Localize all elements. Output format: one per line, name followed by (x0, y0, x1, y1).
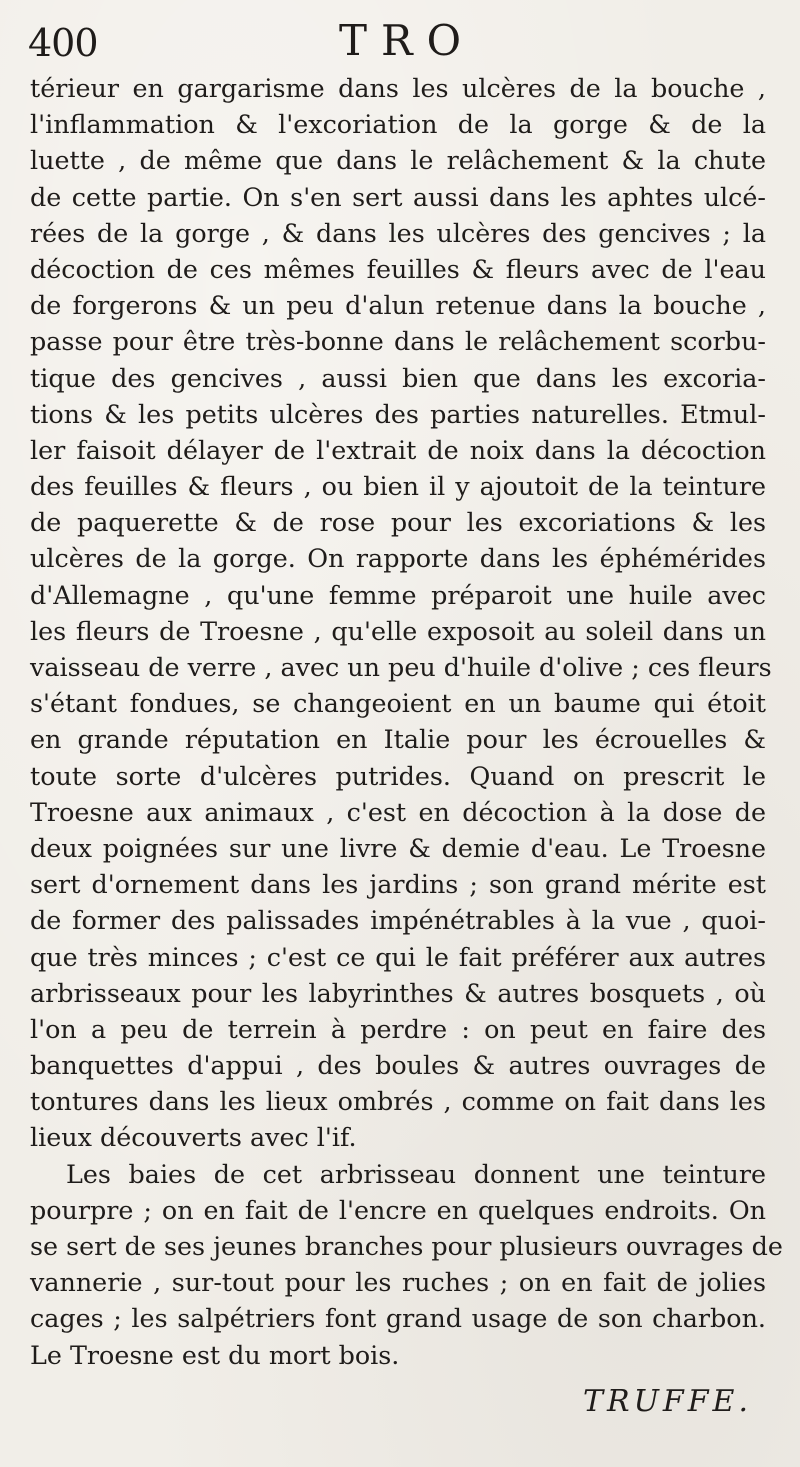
text-line: de paquerette & de rose pour les excoriations & les (30, 507, 766, 538)
text-line: sert d'ornement dans les jardins ; son grand mérite est (30, 869, 766, 900)
text-line: d'Allemagne , qu'une femme préparoit une huile avec (30, 579, 766, 610)
text-line: lieux découverts avec l'if. (30, 1122, 357, 1153)
text-line: se sert de ses jeunes branches pour plusieurs ouvrages de (30, 1231, 783, 1261)
text-line: ler faisoit délayer de l'extrait de noix dans la décoction (30, 434, 766, 465)
text-line: Le Troesne est du mort bois. (30, 1339, 400, 1370)
text-line: Les baies de cet arbrisseau donnent une teinture (66, 1158, 766, 1189)
text-line: de former des palissades impénétrables à la vue , quoi- (30, 905, 766, 936)
text-line: arbrisseaux pour les labyrinthes & autres bosquets , où (30, 977, 766, 1008)
body-text (30, 70, 783, 1373)
text-line: l'inflammation & l'excoriation de la gorge & de la (30, 109, 766, 140)
text-line: deux poignées sur une livre & demie d'eau. Le Troesne (30, 832, 766, 863)
text-line: en grande réputation en Italie pour les écrouelles & (30, 724, 766, 755)
text-line: cages ; les salpétriers font grand usage de son charbon. (30, 1303, 766, 1334)
text-line: banquettes d'appui , des boules & autres ouvrages de (30, 1050, 766, 1081)
text-line: que très minces ; c'est ce qui le fait préférer aux autres (30, 941, 766, 972)
text-line: luette , de même que dans le relâchement & la chute (30, 145, 766, 176)
text-line: Troesne aux animaux , c'est en décoction à la dose de (30, 796, 766, 827)
text-line: rées de la gorge , & dans les ulcères des gencives ; la (30, 217, 766, 248)
text-line: les fleurs de Troesne , qu'elle exposoit au soleil dans un (30, 615, 766, 646)
text-line: térieur en gargarisme dans les ulcères de la bouche , (30, 73, 766, 103)
text-line: décoction de ces mêmes feuilles & fleurs avec de l'eau (30, 253, 766, 284)
text-line: passe pour être très-bonne dans le relâchement scorbu- (30, 326, 766, 357)
text-line: des feuilles & fleurs , ou bien il y ajoutoit de la teinture (30, 471, 766, 502)
text-line: pourpre ; on en fait de l'encre en quelques endroits. On (30, 1194, 766, 1225)
text-line: de forgerons & un peu d'alun retenue dans la bouche , (30, 290, 766, 321)
text-line: vaisseau de verre , avec un peu d'huile d'olive ; ces fleurs (30, 652, 772, 682)
text-line: tions & les petits ulcères des parties naturelles. Etmul- (30, 398, 766, 429)
page-number: 400 (28, 21, 98, 65)
running-head: TRO (338, 16, 476, 65)
page-header (28, 14, 772, 74)
text-line: l'on a peu de terrein à perdre : on peut en faire des (30, 1013, 766, 1044)
text-line: ulcères de la gorge. On rapporte dans les éphémérides (30, 543, 766, 574)
text-line: vannerie , sur-tout pour les ruches ; on en fait de jolies (30, 1267, 766, 1298)
text-line: toute sorte d'ulcères putrides. Quand on prescrit le (30, 760, 766, 791)
text-line: tontures dans les lieux ombrés , comme on fait dans les (30, 1086, 766, 1117)
text-line: tique des gencives , aussi bien que dans les excoria- (30, 362, 766, 393)
text-line: s'étant fondues, se changeoient en un baume qui étoit (30, 688, 766, 719)
catchword: TRUFFE. (583, 1384, 752, 1419)
text-line: de cette partie. On s'en sert aussi dans les aphtes ulcé- (30, 181, 766, 212)
